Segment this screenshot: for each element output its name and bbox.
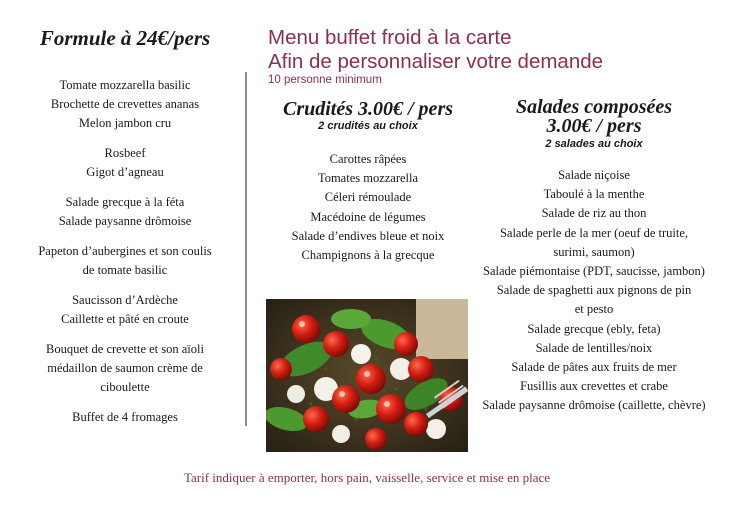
list-item: médaillon de saumon crème de (47, 361, 203, 375)
list-item: Salade perle de la mer (oeuf de truite, (499, 225, 689, 240)
formule-title: Formule à 24€/pers (39, 26, 211, 50)
list-item: Tomates mozzarella (317, 171, 419, 186)
list-item: ciboulette (100, 380, 150, 394)
list-item: Carottes râpées (329, 152, 407, 166)
formule-group-papeton (0, 242, 250, 280)
salades-title (472, 98, 716, 136)
formule-group-entrees (0, 76, 250, 133)
salades-subtitle: 2 salades au choix (545, 138, 643, 150)
menu-title: Menu buffet froid à la carte (268, 26, 512, 49)
tomato-mozzarella-image (266, 299, 468, 452)
vertical-divider (245, 72, 247, 426)
crudites-title: Crudités 3.00€ / pers (282, 98, 454, 120)
list-item: Brochette de crevettes ananas (50, 97, 200, 111)
formule-group-fromages (0, 408, 250, 427)
list-item: Bouquet de crevette et son aïoli (46, 342, 204, 356)
formule-group-salades (0, 193, 250, 231)
menu-header (268, 26, 603, 87)
formule-group-viandes (0, 144, 250, 182)
list-item: Champignons à la grecque (301, 248, 435, 263)
salades-list (472, 166, 716, 416)
formule-group-charcuterie (0, 291, 250, 329)
formule-list (0, 76, 250, 438)
list-item: de tomate basilic (82, 263, 168, 277)
formule-group-poisson (0, 340, 250, 397)
list-item: Taboulé à la menthe (543, 187, 645, 202)
list-item: Salade de lentilles/noix (535, 340, 653, 355)
list-item: Macédoine de légumes (310, 209, 426, 224)
list-item: Buffet de 4 fromages (72, 410, 178, 424)
list-item: Fusillis aux crevettes et crabe (520, 379, 668, 394)
list-item: Salade grecque (ebly, feta) (527, 321, 661, 336)
list-item: Salade de riz au thon (541, 206, 647, 221)
menu-subtitle: Afin de personnaliser votre demande (268, 50, 604, 73)
list-item: Papeton d’aubergines et son coulis (38, 244, 212, 258)
salades-title-line1: Salades composées (515, 96, 673, 118)
list-item: Gigot d’agneau (86, 165, 164, 179)
list-item: surimi, saumon) (553, 244, 635, 259)
list-item: Salade paysanne drômoise (58, 214, 192, 228)
list-item: Salade niçoise (558, 168, 630, 182)
list-item: Salade de spaghetti aux pignons de pin (496, 283, 692, 298)
minimum-note: 10 personne minimum (268, 74, 382, 86)
list-item: Melon jambon cru (78, 116, 172, 130)
crudites-list (262, 150, 474, 265)
list-item: et pesto (574, 302, 614, 317)
list-item: Caillette et pâté en croute (61, 312, 189, 326)
list-item: Salade grecque à la féta (65, 195, 185, 209)
salades-title-line2: 3.00€ / pers (546, 115, 642, 137)
list-item: Tomate mozzarella basilic (59, 78, 191, 92)
salad-photo (266, 299, 468, 452)
list-item: Saucisson d’Ardèche (72, 293, 178, 307)
list-item: Céleri rémoulade (324, 190, 412, 205)
list-item: Salade d’endives bleue et noix (291, 228, 445, 243)
list-item: Salade de pâtes aux fruits de mer (511, 360, 677, 375)
crudites-subtitle: 2 crudités au choix (318, 120, 418, 132)
list-item: Salade paysanne drômoise (caillette, chèvre) (482, 398, 706, 413)
list-item: Rosbeef (104, 146, 146, 160)
list-item: Salade piémontaise (PDT, saucisse, jambon) (483, 264, 705, 279)
footer-note: Tarif indiquer à emporter, hors pain, vaisselle, service et mise en place (183, 470, 551, 485)
